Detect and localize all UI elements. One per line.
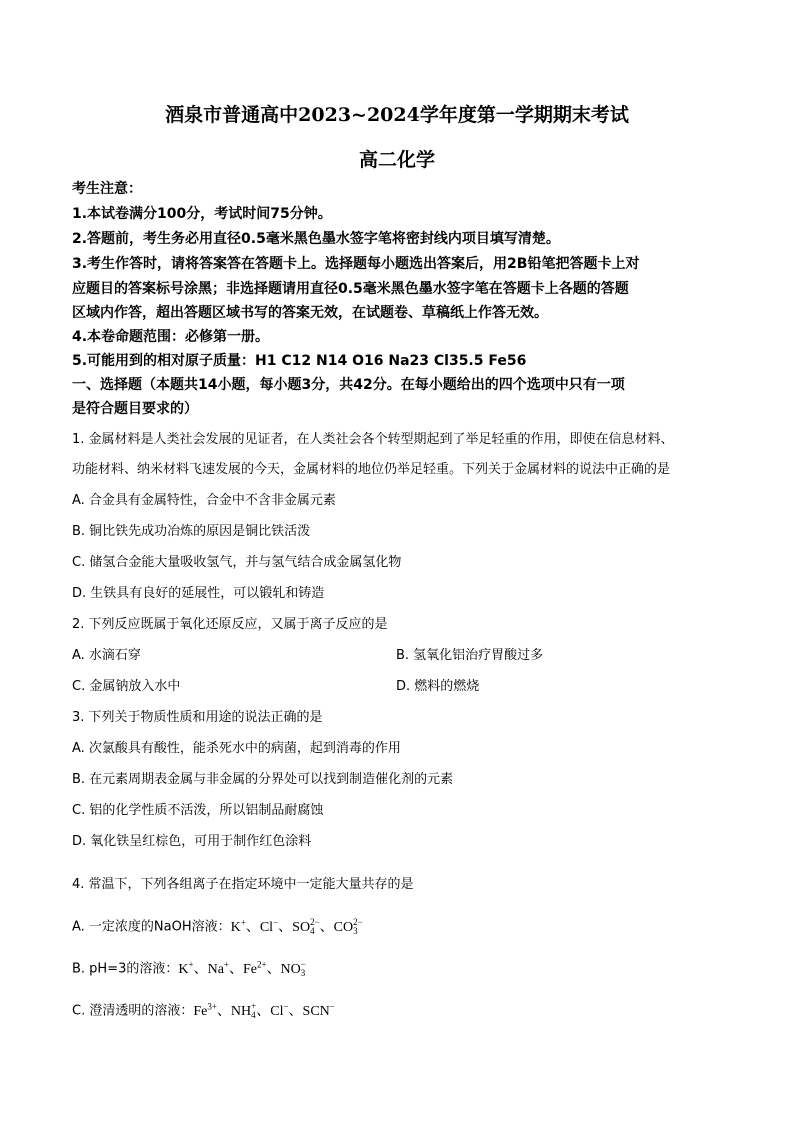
exam-title: 酒泉市普通高中2023~2024学年度第一学期期末考试 — [165, 104, 629, 126]
q4-option-a-ions: K+、Cl−、SO 2− 4 、CO 2− 3 — [230, 917, 363, 937]
q1-option-b: B. 铜比铁先成功冶炼的原因是铜比铁活泼 — [72, 524, 311, 539]
q2-option-c: C. 金属钠放入水中 — [72, 679, 181, 694]
q3-option-c: C. 铝的化学性质不活泼，所以铝制品耐腐蚀 — [72, 803, 324, 818]
q3-stem: 3. 下列关于物质性质和用途的说法正确的是 — [72, 710, 323, 725]
q1-option-d: D. 生铁具有良好的延展性，可以锻轧和铸造 — [72, 586, 325, 601]
q2-option-a: A. 水滴石穿 — [72, 648, 141, 663]
q4-option-b-ions: K+、Na+、$Fe^{2+}$、NO − 3 — [178, 959, 306, 979]
notice-heading: 考生注意： — [72, 181, 142, 197]
q2-option-d: D. 燃料的燃烧 — [396, 679, 480, 694]
q1-option-c: C. 储氢合金能大量吸收氢气，并与氢气结合成金属氢化物 — [72, 555, 402, 570]
q4-option-c-prefix: C. 澄清透明的溶液： — [72, 1003, 194, 1019]
q4-option-a — [72, 908, 732, 942]
section-heading-2: 是符合题目要求的） — [72, 401, 198, 417]
section-heading-1: 一、选择题（本题共14小题，每小题3分，共42分。在每小题给出的四个选项中只有一项 — [72, 377, 625, 393]
q1-stem-1: 1. 金属材料是人类社会发展的见证者，在人类社会各个转型期起到了举足轻重的作用，即使在信息材料、 — [72, 432, 674, 447]
q3-option-b: B. 在元素周期表金属与非金属的分界处可以找到制造催化剂的元素 — [72, 772, 454, 787]
notice-line-7: 5.可能用到的相对原子质量：H1 C12 N14 O16 Na23 Cl35.5 Fe56 — [72, 353, 527, 369]
q4-option-a-prefix: A. 一定浓度的NaOH溶液： — [72, 919, 231, 935]
q4-option-b-prefix: B. pH=3的溶液： — [72, 961, 179, 977]
q4-stem: 4. 常温下，下列各组离子在指定环境中一定能大量共存的是 — [72, 877, 414, 892]
q1-option-a: A. 合金具有金属特性，合金中不含非金属元素 — [72, 493, 336, 508]
q4-option-c-ions: $Fe^{3+}$、NH + 4 、Cl−、SCN− — [193, 1001, 335, 1021]
exam-subject: 高二化学 — [358, 149, 435, 171]
q3-option-d: D. 氧化铁呈红棕色，可用于制作红色涂料 — [72, 834, 312, 849]
notice-line-2: 2.答题前，考生务必用直径0.5毫米黑色墨水签字笔将密封线内项目填写清楚。 — [72, 231, 560, 247]
q3-option-a: A. 次氯酸具有酸性，能杀死水中的病菌，起到消毒的作用 — [72, 741, 401, 756]
notice-line-3: 3.考生作答时，请将答案答在答题卡上。选择题每小题选出答案后，用2B铅笔把答题卡上对 — [72, 256, 640, 272]
notice-line-6: 4.本卷命题范围：必修第一册。 — [72, 329, 270, 345]
q4-option-c — [72, 992, 732, 1026]
q1-stem-2: 功能材料、纳米材料飞速发展的今天，金属材料的地位仍举足轻重。下列关于金属材料的说法中正确的是 — [72, 462, 671, 477]
notice-line-5: 区域内作答，超出答题区域书写的答案无效，在试题卷、草稿纸上作答无效。 — [72, 305, 548, 321]
q2-stem: 2. 下列反应既属于氧化还原反应，又属于离子反应的是 — [72, 617, 388, 632]
q2-option-b: B. 氢氧化铝治疗胃酸过多 — [396, 648, 544, 663]
q4-option-b — [72, 950, 732, 984]
notice-line-1: 1.本试卷满分100分，考试时间75分钟。 — [72, 206, 332, 222]
notice-line-4: 应题目的答案标号涂黑；非选择题请用直径0.5毫米黑色墨水签字笔在答题卡上各题的答题 — [72, 281, 629, 297]
